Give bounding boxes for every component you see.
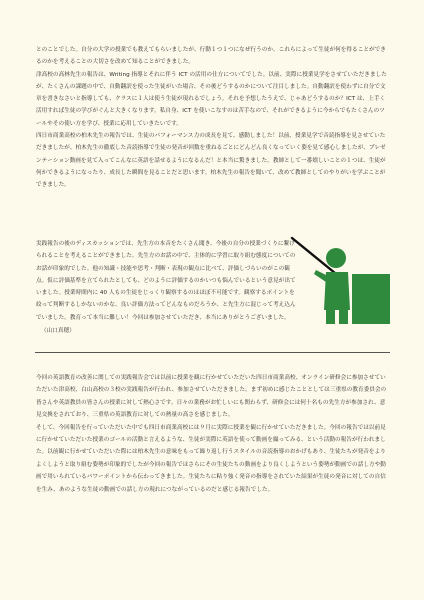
report-paragraph-bottom: 今回の英語教育の改善に関しての実践報告会では以前に授業を観に行かせていただいた四日市商業高校、オンライン研修会に参加させていただいた津高校、白山高校の３校の実践報告が行われ、参加させていただきました。まず初めに感じたこととしては三重県の教育委員会の皆さんや英語教員の皆さんの授業に対して熱心さです。日々の業務がお忙しいにも関わらず、研修会には何十名もの先生方が参加され、意見交換をされており、三重県の英語教育に対しての熱量の高さを感じました。 そして、今回報告を行っていただいた中でも四日市商業高校には９月に実際に授業を観に行かせていただきました。今回の報告では以前見に行かせていただいた授業のゴールの活動と言えるような、生徒が実際に英語を使って動画を撮ってみる、という活動の報告が行われました。以前観に行かせていただいた際には柏木先生の意味をもって繰り返し行うスタイルの音読指導のおかげもあり、生徒たちが発音をよりよくしようと取り組む姿勢が印象的でしたが今回の報告ではさらにその生徒たちの動画をより良くしようという姿勢が動画での話し方や動画で用いられているパワーポイントから伝わってきました。生徒たちに粘り強く発音の指導をされていた結果が生徒の発音に対しての自信を生み、あのような生徒の動画での話し方の現れにつながっているのだと感じる報告でした。 <box>36 375 387 493</box>
report-paragraph-top: とのことでした。自分の大学の授業でも教えてもらいましたが、行動１つ１つになぜ行うのか、これらによって生徒が何を得ることができるのかを考えることの大切さを改めて知ることができました。 津高校の高林先生の報告は、Writing 指導とそれに伴う ICT の活用の仕方についてでした。以前、実際に授業見学をさせていただきましたが、たくさんの課題の中で、自動翻訳を使った生徒がいた場合、その後どうするのかについて注目しました。自動翻訳を使わずに自分で文章を書きなさいと指導しても、クラスに１人は使う生徒が現れるでしょう。それを予想したうえで、じゃあどうするのか？ICT は、上手く活用すれば生徒の学びがぐんと大きくなります。私自身、ICT を使いこなすのは苦手なので、それができるように今からでもたくさんのツールやその使い方を学び、授業に応用していきたいです。 四日市商業高校の柏木先生の報告では、生徒のパフォーマンス力の成長を見て、感動しました！以前、授業見学で音読指導を見させていただきましたが、柏木先生の徹底した音読指導で生徒の発音が回数を重ねるごとにどんどん良くなっていく姿を見て感心しましたが、プレゼンテーション動画を見て入ってこんなに英語を話せるようになるんだ！と本当に驚きました。教師として一番嬉しいことの１つは、生徒が何かできるようになったり、成長した瞬間を見ることだと思います。柏木先生の報告を聞いて、改めて教師としてのやりがいを学ぶことができました。 <box>36 47 387 189</box>
author-signature: （山口真穂） <box>41 328 75 334</box>
report-paragraph-discussion: 実践報告の後のディスカッションでは、先生方の本音をたくさん聞き、今後の自分の授業づくりに繋げられることを考えることができました。先生方のお話の中で、主体的に学習に取り組む態度についてのお話が印象的でした。他の知識・技能や思考・判断・表現の観点に比べて、評価しづらいのがこの観点。仮に評価基準を立てられたとしても、どのように評価するのかいつも悩んでいるという意見が出ていました。授業時間内に 40 人もの生徒をじっくり観察するのはほぼ不可能です。観察するポイントを絞って判断するしかないのかな、良い評価方法ってどんなものだろうか、と先生方に混じって考え込んでいました。教育って本当に難しい！今回は参加させていただき、本当にありがとうございました。 <box>36 241 296 321</box>
teacher-pointing-at-board-icon <box>290 230 394 326</box>
section-divider <box>35 352 390 353</box>
